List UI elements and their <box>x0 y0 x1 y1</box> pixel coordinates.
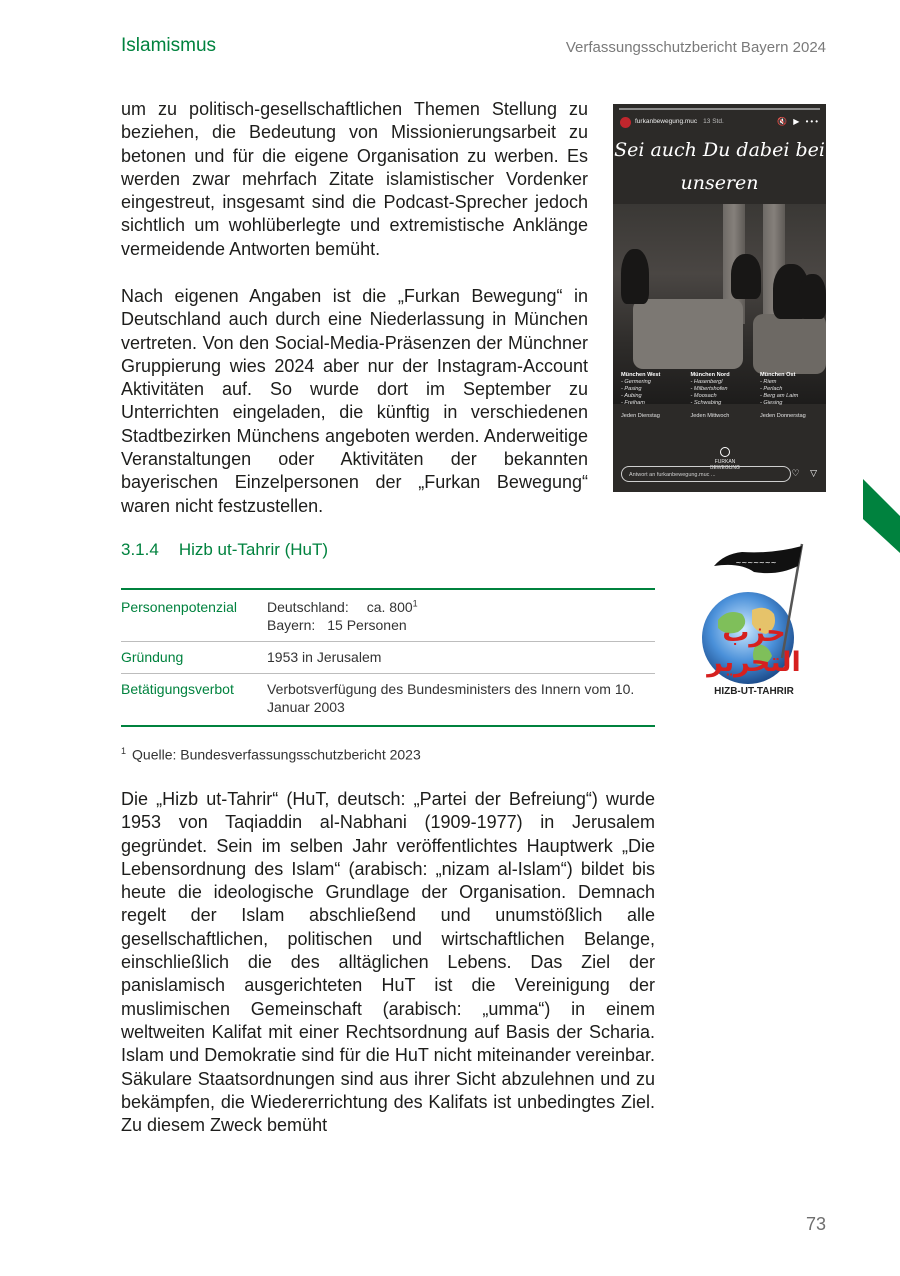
table-label: Personenpotenzial <box>121 589 267 642</box>
story-reply-field: Antwort an furkanbewegung.muc ... <box>621 466 791 482</box>
furkan-logo-line2: BEWEGUNG <box>710 465 740 471</box>
hizb-ut-tahrir-logo <box>690 540 818 700</box>
chapter-tab-marker <box>863 479 900 553</box>
schedule-title: München Nord <box>690 372 730 378</box>
sofa-shape <box>753 314 826 374</box>
paragraph-podcast: um zu politisch-gesellschaftlichen Themen Stellung zu beziehen, die Bedeutung von Missionierungsarbeit zu betonen und für die eigene Organisation zu werben. Es werden zwar mehrfach Zitate islamistischer Vordenker eingestreut, insgesamt sind die Podcast-Sprecher jedoch sichtlich um wohlüberlegte und extremistische Anklänge vermeidende Antworten bemüht. <box>121 99 588 259</box>
table-label: Betätigungsverbot <box>121 674 267 727</box>
story-progress-bar <box>619 108 820 110</box>
table-value-line <box>267 616 655 634</box>
report-title: Verfassungsschutzbericht Bayern 2024 <box>565 39 826 56</box>
person-shape <box>731 254 761 299</box>
table-label: Gründung <box>121 642 267 674</box>
sofa-shape <box>633 299 743 369</box>
table-row <box>121 642 655 674</box>
footnote-ref: 1 <box>412 598 418 609</box>
subsection-title: Hizb ut-Tahrir (HuT) <box>178 540 329 559</box>
subsection-heading <box>121 540 328 560</box>
story-controls: 🔇 ▶ ••• <box>777 117 820 126</box>
schedule-area: - Riem <box>760 379 777 385</box>
table-value: 1953 in Jerusalem <box>267 642 655 674</box>
schedule-area: - Perlach <box>760 386 783 392</box>
table-value-number: 15 Personen <box>327 617 407 633</box>
story-time: 13 Std. <box>703 118 724 125</box>
schedule-area: - Pasing <box>621 386 642 392</box>
schedule-column-west <box>621 372 683 420</box>
furkan-logo-line1: FURKAN <box>714 459 736 465</box>
schedule-area: - Freiham <box>621 400 645 406</box>
schedule-area: - Moosach <box>690 393 717 399</box>
schedule-area: - Milbertshofen <box>690 386 728 392</box>
schedule-day: Jeden Mittwoch <box>690 413 730 419</box>
story-headline-line1: Sei auch Du dabei bei <box>614 139 825 161</box>
schedule-column-nord <box>691 372 753 420</box>
table-value-line <box>267 598 655 616</box>
footnote <box>121 746 421 763</box>
person-shape <box>621 249 649 304</box>
section-title: Islamismus <box>121 35 217 56</box>
story-handle-text: furkanbewegung.muc <box>635 118 698 125</box>
story-reply-icons: ♡ ▽ <box>791 468 821 478</box>
footnote-number: 1 <box>121 746 127 756</box>
page-number: 73 <box>805 1214 826 1234</box>
organization-info-table <box>121 588 655 727</box>
schedule-day: Jeden Donnerstag <box>760 413 806 419</box>
schedule-title: München Ost <box>760 372 796 378</box>
table-value-name: Bayern: <box>267 617 316 633</box>
furkan-mark-icon <box>720 447 730 457</box>
table-row <box>121 674 655 727</box>
table-value-number: ca. 800 <box>366 599 413 615</box>
schedule-area: - Aubing <box>621 393 642 399</box>
schedule-title: München West <box>621 372 661 378</box>
schedule-area: - Schwabing <box>690 400 722 406</box>
story-schedule <box>621 372 822 420</box>
story-avatar <box>620 117 631 128</box>
schedule-column-ost <box>760 372 822 420</box>
table-value: Verbotsverfügung des Bundesministers des Innern vom 10. Januar 2003 <box>267 674 655 727</box>
footnote-text: Quelle: Bundesverfassungsschutzbericht 2023 <box>132 746 421 763</box>
svg-text:~~~~~~~: ~~~~~~~ <box>735 559 777 567</box>
schedule-area: - Germering <box>621 379 651 385</box>
paragraph-hut-intro: Die „Hizb ut-Tahrir“ (HuT, deutsch: „Partei der Befreiung“) wurde 1953 von Taqiaddin al-Nabhani (1909-1977) in Jerusalem gegründet. Sein im selben Jahr veröffentlichtes Hauptwerk „Die Lebensordnung des Islam“ (arabisch: „nizam al-Islam“) bildet bis heute die ideologische Grundlage der Organisation. Demnach regelt der Islam abschließend und unumstößlich alle gesellschaftlichen, politischen und wirtschaftlichen Belange, einschließlich die des alltäglichen Lebens. Das Ziel der panislamisch ausgerichteten HuT ist die Vereinigung der muslimischen Gemeinschaft (arabisch: „umma“) in einem weltweiten Kalifat mit einer Rechtsordnung auf Basis der Scharia. Islam und Demokratie sind für die HuT nicht miteinander vereinbar. Säkulare Staatsordnungen sind aus ihrer Sicht abzulehnen und zu bekämpfen, die Wiedererrichtung des Kalifats ist unbedingtes Ziel. Zu diesem Zweck bemüht <box>121 789 655 1136</box>
logo-caption: HIZB-UT-TAHRIR <box>714 686 794 697</box>
instagram-story-image <box>613 104 826 492</box>
subsection-number: 3.1.4 <box>121 540 159 559</box>
schedule-day: Jeden Dienstag <box>621 413 660 419</box>
story-headline-line2: unseren <box>680 172 759 194</box>
schedule-area: - Giesing <box>760 400 783 406</box>
logo-arabic-name: حزب التحرير <box>707 617 801 678</box>
table-value <box>267 589 655 642</box>
person-shape <box>799 274 826 319</box>
schedule-area: - Berg am Laim <box>760 393 799 399</box>
table-row <box>121 589 655 642</box>
table-value-name: Deutschland: <box>267 599 349 615</box>
paragraph-furkan-munich: Nach eigenen Angaben ist die „Furkan Bewegung“ in Deutschland auch durch eine Niederlassung in München vertreten. Von den Social-Media-Präsenzen der Münchner Gruppierung wies 2024 aber nur der Instagram-Account Aktivitäten auf. So wurde dort im September zu Unterrichten eingeladen, die künftig in verschiedenen Stadtbezirken Münchens angeboten werden. Anderweitige Veranstaltungen oder Aktivitäten der bekannten bayerischen Einzelpersonen der „Furkan Bewegung“ waren nicht festzustellen. <box>121 286 588 516</box>
story-handle <box>635 118 724 125</box>
schedule-area: - Hasenbergl <box>690 379 723 385</box>
